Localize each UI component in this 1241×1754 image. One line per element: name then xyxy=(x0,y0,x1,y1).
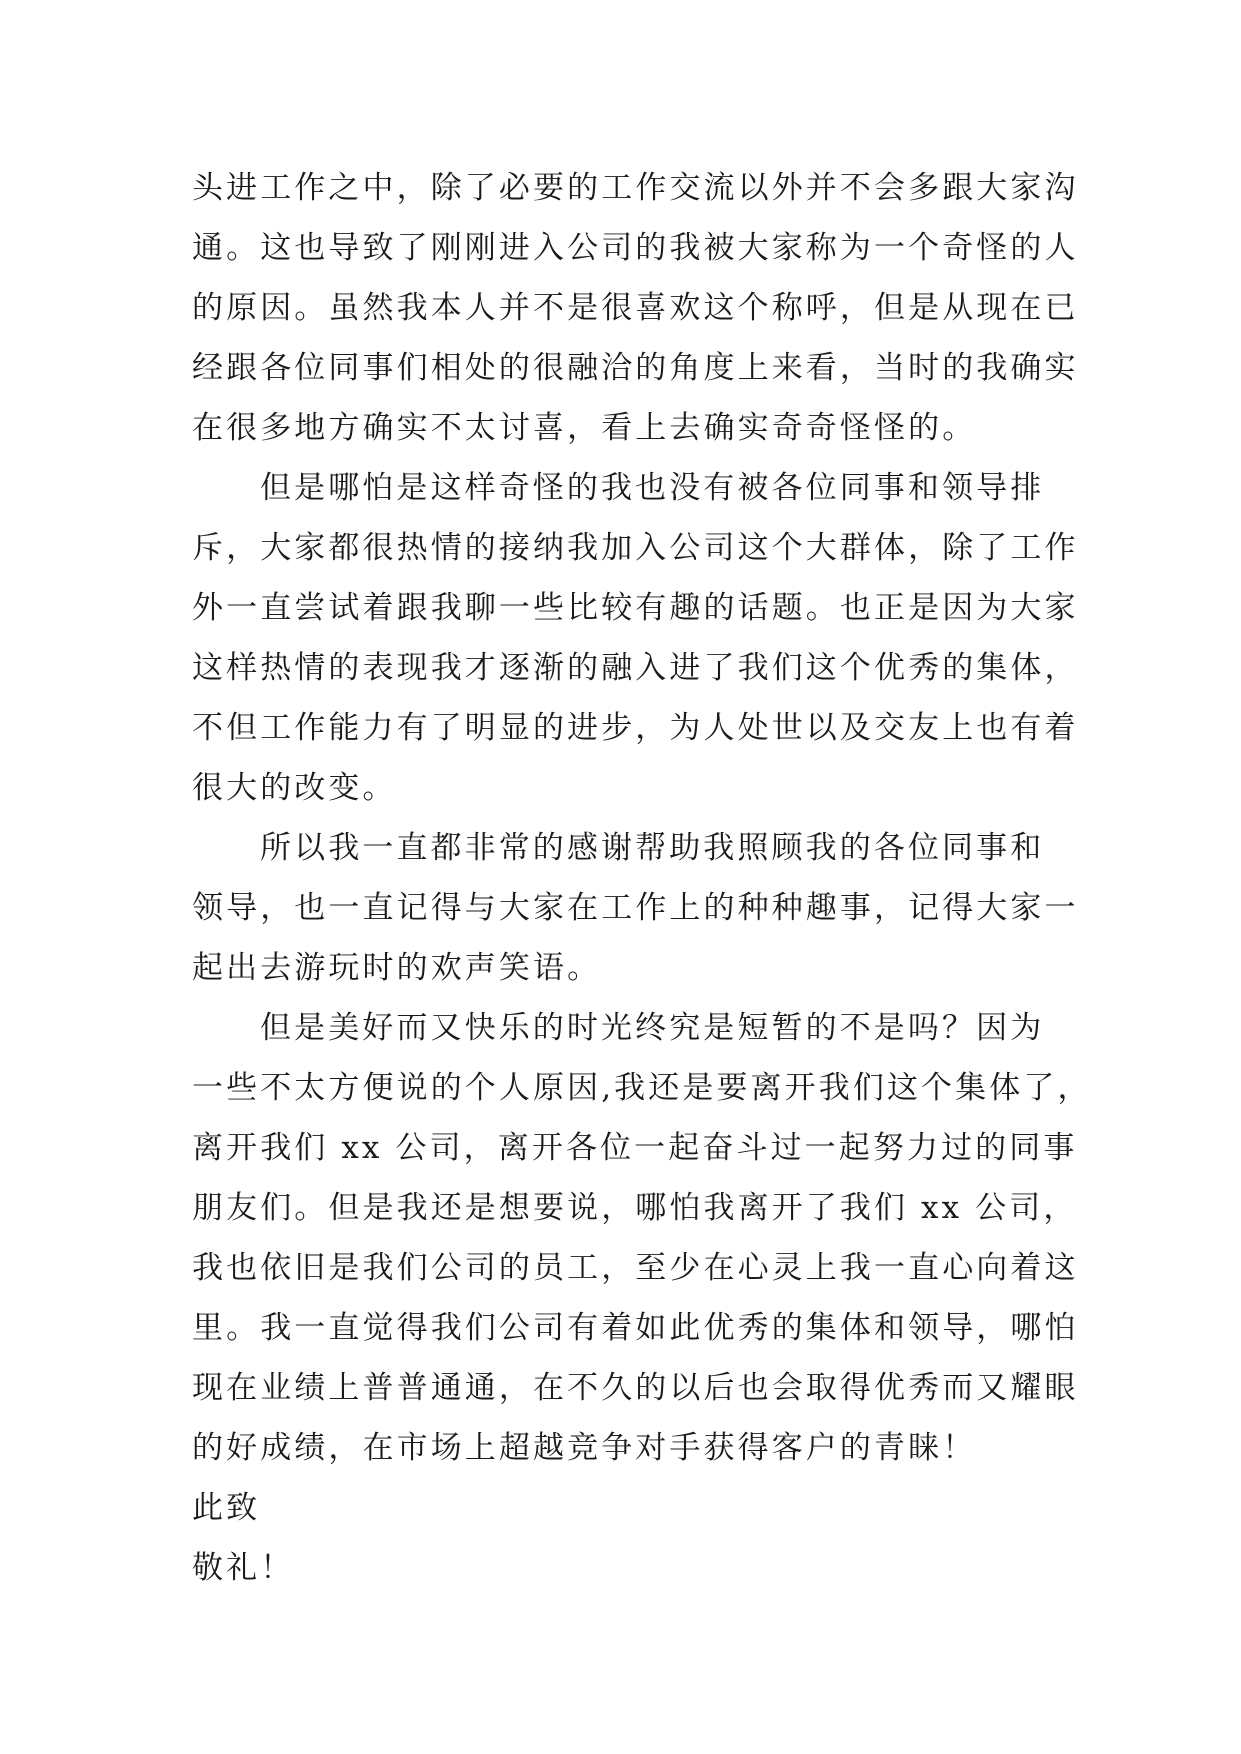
text-line: 外一直尝试着跟我聊一些比较有趣的话题。也正是因为大家 xyxy=(192,590,1079,626)
paragraph-first-line: 但是美好而又快乐的时光终究是短暂的不是吗？因为 xyxy=(260,1010,1045,1046)
closing-regards: 敬礼！ xyxy=(192,1550,295,1586)
document-body xyxy=(192,158,1092,1598)
text-line: 里。我一直觉得我们公司有着如此优秀的集体和领导，哪怕 xyxy=(192,1310,1079,1346)
text-line: 领导，也一直记得与大家在工作上的种种趣事，记得大家一 xyxy=(192,890,1079,926)
text-line: 的原因。虽然我本人并不是很喜欢这个称呼，但是从现在已 xyxy=(192,290,1079,326)
text-line: 在很多地方确实不太讨喜，看上去确实奇奇怪怪的。 xyxy=(192,410,977,446)
text-line: 这样热情的表现我才逐渐的融入进了我们这个优秀的集体， xyxy=(192,650,1079,686)
text-line: 很大的改变。 xyxy=(192,770,397,806)
text-line: 斥，大家都很热情的接纳我加入公司这个大群体，除了工作 xyxy=(192,530,1079,566)
paragraph-first-line: 所以我一直都非常的感谢帮助我照顾我的各位同事和 xyxy=(260,830,1045,866)
text-line: 朋友们。但是我还是想要说，哪怕我离开了我们 xx 公司， xyxy=(192,1190,1078,1226)
text-line: 通。这也导致了刚刚进入公司的我被大家称为一个奇怪的人 xyxy=(192,230,1079,266)
text-line: 离开我们 xx 公司，离开各位一起奋斗过一起努力过的同事 xyxy=(192,1130,1078,1166)
text-line: 的好成绩，在市场上超越竞争对手获得客户的青睐！ xyxy=(192,1430,977,1466)
closing-salutation: 此致 xyxy=(192,1490,261,1526)
text-line: 不但工作能力有了明显的进步，为人处世以及交友上也有着 xyxy=(192,710,1079,746)
text-line: 经跟各位同事们相处的很融洽的角度上来看，当时的我确实 xyxy=(192,350,1079,386)
text-line: 起出去游玩时的欢声笑语。 xyxy=(192,950,602,986)
text-line: 我也依旧是我们公司的员工，至少在心灵上我一直心向着这 xyxy=(192,1250,1079,1286)
paragraph-first-line: 但是哪怕是这样奇怪的我也没有被各位同事和领导排 xyxy=(260,470,1045,506)
text-line: 头进工作之中，除了必要的工作交流以外并不会多跟大家沟 xyxy=(192,170,1079,206)
text-line: 现在业绩上普普通通，在不久的以后也会取得优秀而又耀眼 xyxy=(192,1370,1079,1406)
text-line: 一些不太方便说的个人原因,我还是要离开我们这个集体了， xyxy=(192,1070,1092,1106)
